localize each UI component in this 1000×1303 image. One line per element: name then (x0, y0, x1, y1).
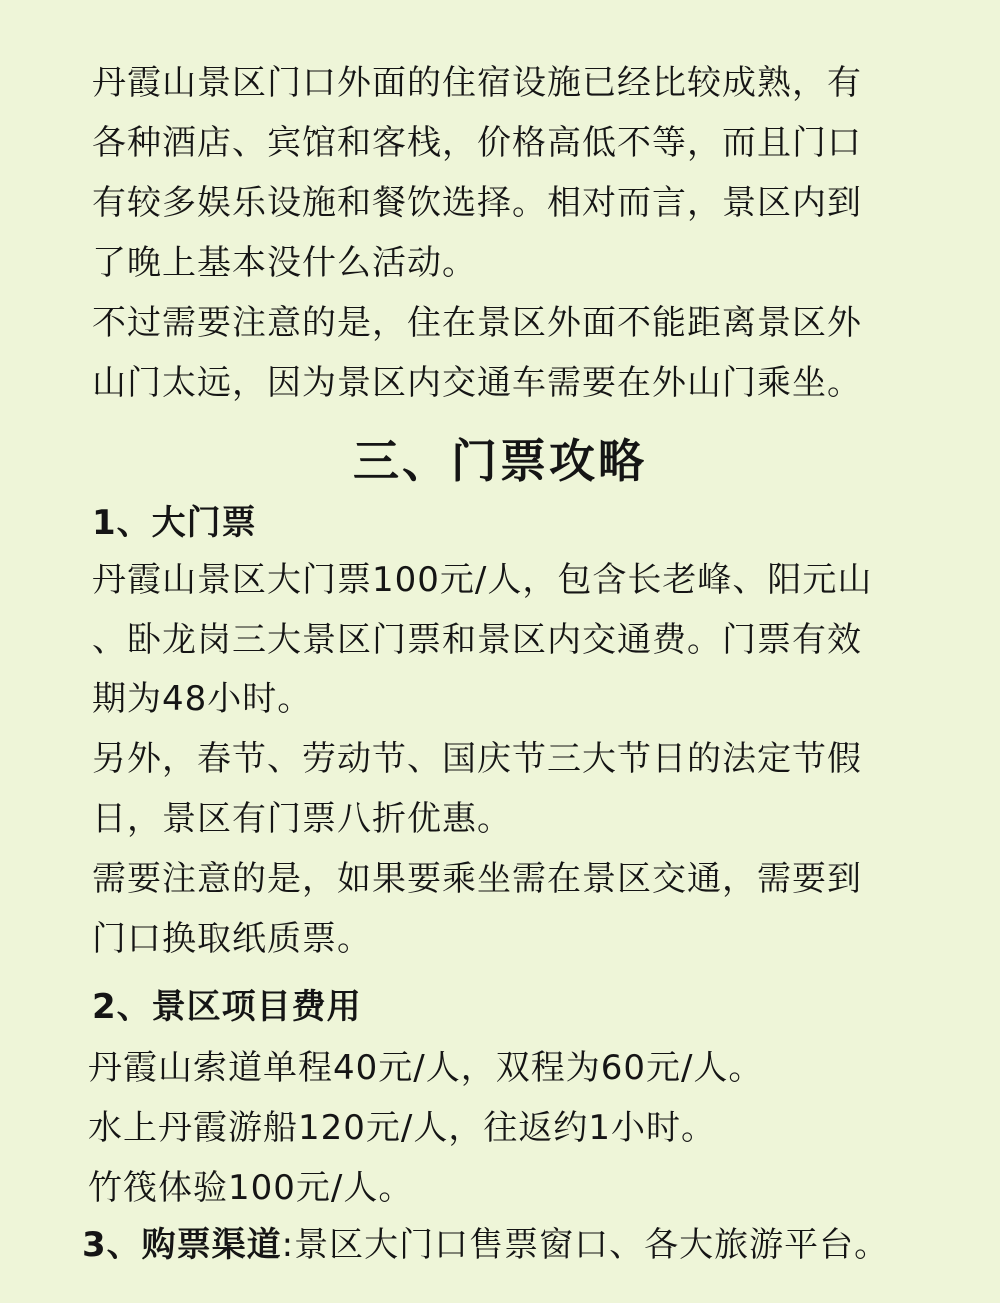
ticket-line-4: 另外，春节、劳动节、国庆节三大节日的法定节假 (92, 739, 862, 779)
fees-line-1: 丹霞山索道单程40元/人，双程为60元/人。 (88, 1048, 764, 1088)
purchase-line (82, 1225, 889, 1265)
ticket-line-2: 、卧龙岗三大景区门票和景区内交通费。门票有效 (92, 620, 862, 660)
note-line-2: 山门太远，因为景区内交通车需要在外山门乘坐。 (92, 363, 862, 403)
intro-line-1: 丹霞山景区门口外面的住宿设施已经比较成熟，有 (92, 63, 862, 103)
fees-line-3: 竹筏体验100元/人。 (88, 1168, 414, 1208)
ticket-heading: 1、大门票 (92, 503, 257, 543)
intro-line-3: 有较多娱乐设施和餐饮选择。相对而言，景区内到 (92, 183, 862, 223)
intro-line-4: 了晚上基本没什么活动。 (92, 243, 477, 283)
purchase-text: 景区大门口售票窗口、各大旅游平台。 (294, 1225, 890, 1265)
intro-line-2: 各种酒店、宾馆和客栈，价格高低不等，而且门口 (92, 123, 862, 163)
section-title: 三、门票攻略 (353, 434, 647, 488)
purchase-heading: 3、购票渠道 (82, 1225, 282, 1265)
fees-heading: 2、景区项目费用 (92, 987, 362, 1027)
ticket-line-3: 期为48小时。 (92, 679, 313, 719)
ticket-line-7: 门口换取纸质票。 (92, 919, 372, 959)
ticket-line-6: 需要注意的是，如果要乘坐需在景区交通，需要到 (92, 859, 862, 899)
fees-line-2: 水上丹霞游船120元/人，往返约1小时。 (88, 1108, 716, 1148)
ticket-line-1: 丹霞山景区大门票100元/人，包含长老峰、阳元山 (92, 560, 873, 600)
note-line-1: 不过需要注意的是，住在景区外面不能距离景区外 (92, 303, 862, 343)
purchase-colon: : (281, 1225, 295, 1265)
ticket-line-5: 日，景区有门票八折优惠。 (92, 799, 512, 839)
